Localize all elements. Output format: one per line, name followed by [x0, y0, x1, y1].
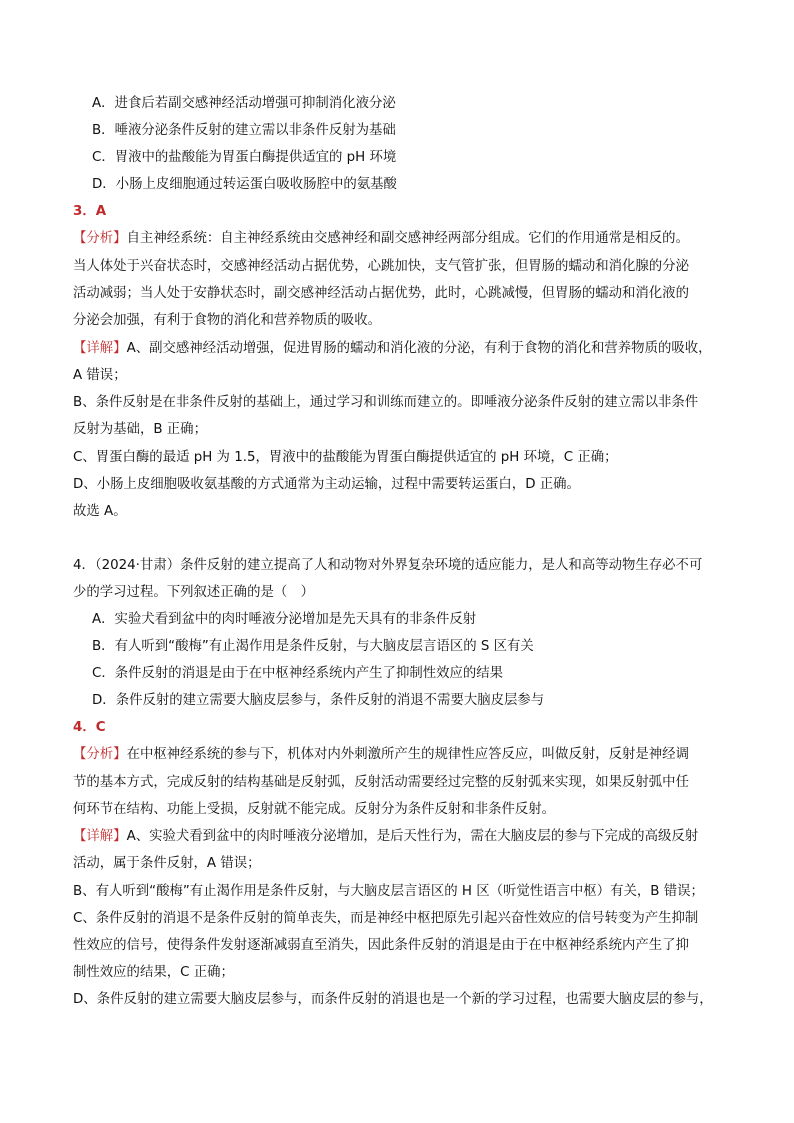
q4-stem-line: 少的学习过程。下列叙述正确的是（ ）: [73, 585, 315, 600]
detail-text: A、实验犬看到盆中的肉时唾液分泌增加，是后天性行为，需在大脑皮层的参与下完成的高级反射: [126, 829, 699, 844]
q4-detail-line: [73, 828, 698, 846]
q3-option-c: C．胃液中的盐酸能为胃蛋白酶提供适宜的 pH 环境: [92, 150, 397, 165]
detail-tag: 【详解】: [73, 341, 127, 356]
q4-detail-line: B、有人听到“酸梅”有止渴作用是条件反射，与大脑皮层言语区的 H 区（听觉性语言中枢）有关，B 错误；: [73, 884, 704, 899]
q3-option-a: A．进食后若副交感神经活动增强可抑制消化液分泌: [92, 96, 396, 111]
q3-analysis-line: 当人体处于兴奋状态时，交感神经活动占据优势，心跳加快，支气管扩张，但胃肠的蠕动和消化腺的分泌: [73, 259, 689, 274]
q4-detail-line: 活动，属于条件反射，A 错误；: [73, 856, 261, 871]
detail-tag: 【详解】: [73, 829, 127, 844]
q4-detail-line: D、条件反射的建立需要大脑皮层参与，而条件反射的消退也是一个新的学习过程，也需要大脑皮层的参与，: [73, 992, 713, 1007]
q3-detail-line: D、小肠上皮细胞吸收氨基酸的方式通常为主动运输，过程中需要转运蛋白，D 正确。: [73, 477, 580, 492]
q4-analysis-line: 节的基本方式，完成反射的结构基础是反射弧，反射活动需要经过完整的反射弧来实现，如果反射弧中任: [73, 775, 689, 790]
q4-analysis-line: [73, 746, 689, 764]
q3-detail-line: 故选 A。: [73, 504, 127, 519]
q3-detail-line: B、条件反射是在非条件反射的基础上，通过学习和训练而建立的。即唾液分泌条件反射的建立需以非条件: [73, 395, 699, 410]
q3-option-b: B．唾液分泌条件反射的建立需以非条件反射为基础: [92, 123, 396, 138]
q3-analysis-line: 活动减弱；当人处于安静状态时，副交感神经活动占据优势，此时，心跳减慢，但胃肠的蠕动和消化液的: [73, 286, 689, 301]
analysis-tag: 【分析】: [73, 231, 127, 246]
q3-detail-line: A 错误；: [73, 368, 127, 383]
q3-detail-line: [73, 340, 712, 358]
q3-analysis-line: 分泌会加强，有利于食物的消化和营养物质的吸收。: [73, 313, 381, 328]
q4-detail-line: C、条件反射的消退不是条件反射的简单丧失，而是神经中枢把原先引起兴奋性效应的信号转变为产生抑制: [73, 911, 699, 926]
q4-option-b: B．有人听到“酸梅”有止渴作用是条件反射，与大脑皮层言语区的 S 区有关: [92, 639, 534, 654]
q4-stem-line: 4．（2024·甘肃）条件反射的建立提高了人和动物对外界复杂环境的适应能力，是人和高等动物生存必不可: [73, 558, 703, 573]
q3-detail-line: C、胃蛋白酶的最适 pH 为 1.5，胃液中的盐酸能为胃蛋白酶提供适宜的 pH 环境，C 正确；: [73, 450, 618, 465]
q3-option-d: D．小肠上皮细胞通过转运蛋白吸收肠腔中的氨基酸: [92, 177, 397, 192]
q4-analysis-line: 何环节在结构、功能上受损，反射就不能完成。反射分为条件反射和非条件反射。: [73, 802, 556, 817]
detail-text: A、副交感神经活动增强，促进胃肠的蠕动和消化液的分泌，有利于食物的消化和营养物质的吸收，: [126, 341, 712, 356]
analysis-tag: 【分析】: [73, 747, 127, 762]
q3-analysis-line: [73, 230, 689, 248]
q4-option-c: C．条件反射的消退是由于在中枢神经系统内产生了抑制性效应的结果: [92, 666, 504, 681]
q4-option-a: A．实验犬看到盆中的肉时唾液分泌增加是先天具有的非条件反射: [92, 612, 477, 627]
q4-option-d: D．条件反射的建立需要大脑皮层参与，条件反射的消退不需要大脑皮层参与: [92, 693, 545, 708]
q4-detail-line: 制性效应的结果，C 正确；: [73, 965, 234, 980]
q3-detail-line: 反射为基础，B 正确；: [73, 422, 207, 437]
q3-answer: 3．A: [73, 204, 107, 219]
analysis-text: 在中枢神经系统的参与下，机体对内外刺激所产生的规律性应答反应，叫做反射，反射是神经调: [126, 747, 689, 762]
q4-detail-line: 性效应的信号，使得条件发射逐渐减弱直至消失，因此条件反射的消退是由于在中枢神经系统内产生了抑: [73, 938, 689, 953]
q4-answer: 4．C: [73, 720, 106, 735]
analysis-text: 自主神经系统：自主神经系统由交感神经和副交感神经两部分组成。它们的作用通常是相反的。: [126, 231, 689, 246]
